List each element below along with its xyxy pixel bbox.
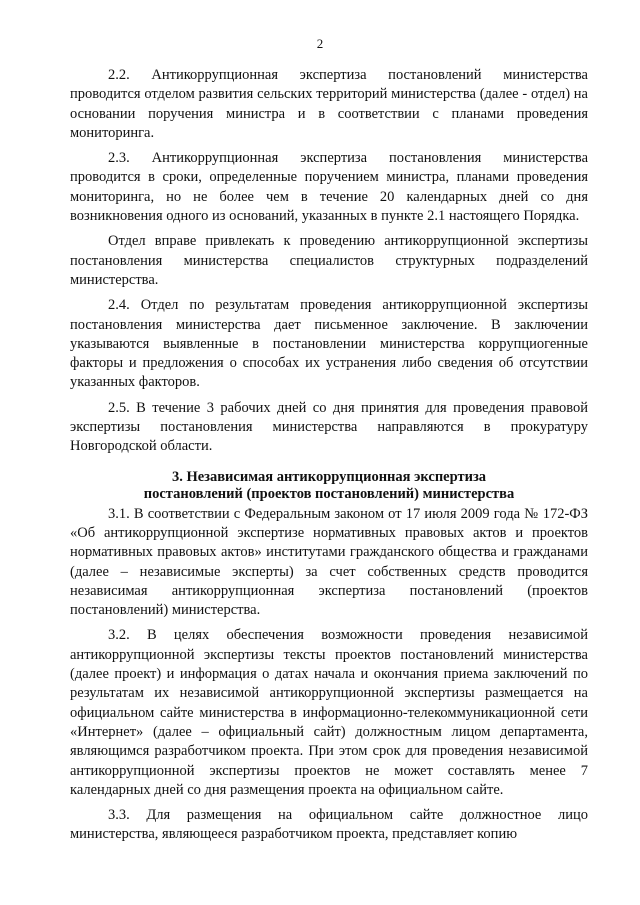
paragraph-2-3: 2.3. Антикоррупционная экспертиза постановления министерства проводится в сроки, определенные поручением министра, планами проведения мониторинга, но не более чем в течение 20 календарных дней со дня возникновения одного из оснований, указанных в пункте 2.1 настоящего Порядка.	[70, 150, 588, 225]
paragraph-2-2: 2.2. Антикоррупционная экспертиза постановлений министерства проводится отделом развития сельских территорий министерства (далее - отдел) на основании поручения министра и в соответствии с планами проведения мониторинга.	[70, 67, 588, 141]
document-body	[70, 66, 588, 851]
paragraph-3-1: 3.1. В соответствии с Федеральным законом от 17 июля 2009 года № 172-ФЗ «Об антикоррупционной экспертизе нормативных правовых актов и проектов нормативных правовых актов» институтами гражданского общества и гражданами (далее – независимые эксперты) за счет собственных средств проводится независимая антикоррупционная экспертиза постановлений (проектов постановлений) министерства.	[70, 505, 588, 619]
paragraph-2-5: 2.5. В течение 3 рабочих дней со дня принятия для проведения правовой экспертизы постановления министерства направляются в прокуратуру Новгородской области.	[70, 399, 588, 455]
paragraph-2-4: 2.4. Отдел по результатам проведения антикоррупционной экспертизы постановления министерства дает письменное заключение. В заключении указываются выявленные в постановлении министерства коррупциогенные факторы и предложения о способах их устранения либо сведения об отсутствии указанных факторов.	[70, 297, 588, 391]
paragraph-3-2: 3.2. В целях обеспечения возможности проведения независимой антикоррупционной экспертизы тексты проектов постановлений министерства (далее проект) и информация о датах начала и окончания приема заключений по результатам их независимой антикоррупционной экспертизы размещается на официальном сайте министерства в информационно-телекоммуникационной сети «Интернет» (далее – официальный сайт) должностным лицом департамента, являющимся разработчиком проекта. При этом срок для проведения независимой антикоррупционной экспертизы проектов не может составлять менее 7 календарных дней со дня размещения проекта на официальном сайте.	[70, 627, 588, 798]
page-number: 2	[316, 36, 324, 51]
section-3-heading-line-2: постановлений (проектов постановлений) министерства	[143, 485, 515, 502]
section-3-heading	[70, 469, 588, 503]
section-3-heading-line-1: 3. Независимая антикоррупционная экспертиза	[171, 468, 487, 485]
paragraph-2-3-specialists: Отдел вправе привлекать к проведению антикоррупционной экспертизы постановления министерства специалистов структурных подразделений министерства.	[70, 233, 588, 288]
paragraph-3-3: 3.3. Для размещения на официальном сайте должностное лицо министерства, являющееся разработчиком проекта, представляет копию	[70, 807, 588, 843]
